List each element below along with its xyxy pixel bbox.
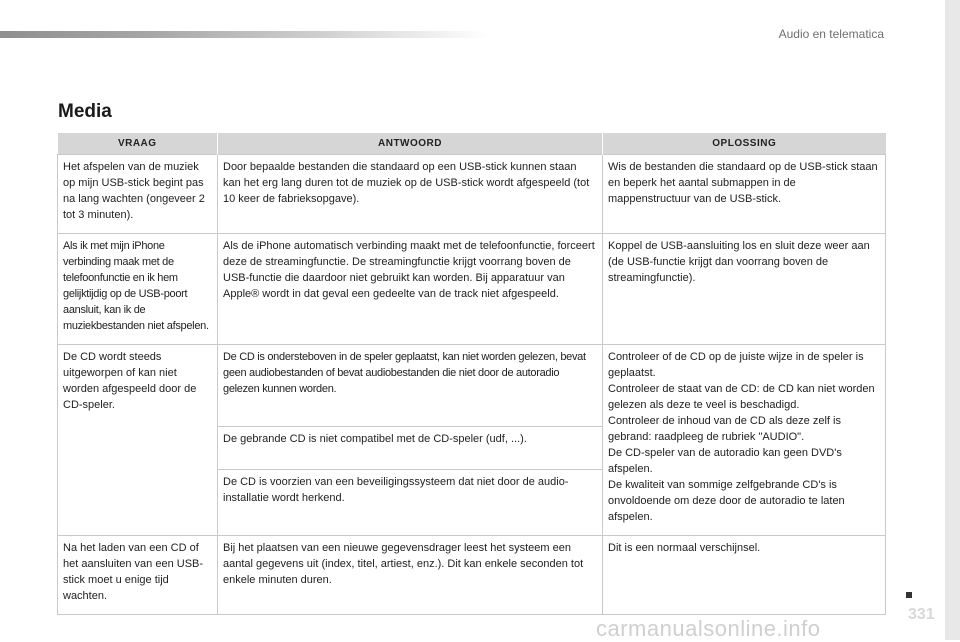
column-header-question: VRAAG xyxy=(58,133,218,155)
chapter-title: Audio en telematica xyxy=(778,27,884,41)
section-title: Media xyxy=(58,101,112,122)
solution-cell: Wis de bestanden die standaard op de USB-stick staan en beperk het aantal submappen in de mappenstructuur van de USB-stick. xyxy=(603,155,886,234)
faq-table xyxy=(57,133,886,615)
table-row xyxy=(58,536,886,615)
column-header-answer: ANTWOORD xyxy=(218,133,603,155)
solution-cell: Dit is een normaal verschijnsel. xyxy=(603,536,886,615)
question-cell: Als ik met mijn iPhone verbinding maak met de telefoonfunctie en ik hem gelijktijdig op de USB-poort aansluit, kan ik de muziekbestanden niet afspelen. xyxy=(58,234,218,345)
question-cell: Na het laden van een CD of het aansluiten van een USB-stick moet u enige tijd wachten. xyxy=(58,536,218,615)
answer-cell: De CD is voorzien van een beveiligingssysteem dat niet door de audio-installatie wordt herkend. xyxy=(218,470,603,536)
solution-cell: Koppel de USB-aansluiting los en sluit deze weer aan (de USB-functie krijgt dan voorrang boven de streamingfunctie). xyxy=(603,234,886,345)
question-cell: De CD wordt steeds uitgeworpen of kan niet worden afgespeeld door de CD-speler. xyxy=(58,345,218,536)
end-of-section-square-icon xyxy=(906,592,912,598)
watermark: carmanualsonline.info xyxy=(596,616,821,641)
table-row xyxy=(58,345,886,427)
answer-cell: Bij het plaatsen van een nieuwe gegevensdrager leest het systeem een aantal gegevens uit (index, titel, artiest, enz.). Dit kan enkele seconden tot enkele minuten duren. xyxy=(218,536,603,615)
answer-cell: De CD is ondersteboven in de speler geplaatst, kan niet worden gelezen, bevat geen audiobestanden of bevat audiobestanden die niet door de autoradio gelezen kunnen worden. xyxy=(218,345,603,427)
column-header-solution: OPLOSSING xyxy=(603,133,886,155)
answer-cell: Als de iPhone automatisch verbinding maakt met de telefoonfunctie, forceert deze de streamingfunctie. De streamingfunctie krijgt voorrang boven de USB-functie die daardoor niet gebruikt kan worden. Bij apparatuur van Apple® wordt in dat geval een gedeelte van de track niet afgespeeld. xyxy=(218,234,603,345)
table-row xyxy=(58,155,886,234)
table-row xyxy=(58,234,886,345)
answer-cell: De gebrande CD is niet compatibel met de CD-speler (udf, ...). xyxy=(218,427,603,470)
page-edge-strip xyxy=(945,0,960,640)
question-cell: Het afspelen van de muziek op mijn USB-stick begint pas na lang wachten (ongeveer 2 tot 3 minuten). xyxy=(58,155,218,234)
header-gradient-bar xyxy=(0,31,490,38)
table-header-row xyxy=(58,133,886,155)
solution-cell: Controleer of de CD op de juiste wijze in de speler is geplaatst. Controleer de staat van de CD: de CD kan niet worden gelezen als deze te veel is beschadigd. Controleer de inhoud van de CD als deze zelf is gebrand: raadpleeg de rubriek "AUDIO". De CD-speler van de autoradio kan geen DVD's afspelen. De kwaliteit van sommige zelfgebrande CD's is onvoldoende om deze door de autoradio te laten afspelen. xyxy=(603,345,886,536)
answer-cell: Door bepaalde bestanden die standaard op een USB-stick kunnen staan kan het erg lang duren tot de muziek op de USB-stick wordt afgespeeld (tot 10 keer de fabrieksopgave). xyxy=(218,155,603,234)
page-number: 331 xyxy=(908,606,935,623)
